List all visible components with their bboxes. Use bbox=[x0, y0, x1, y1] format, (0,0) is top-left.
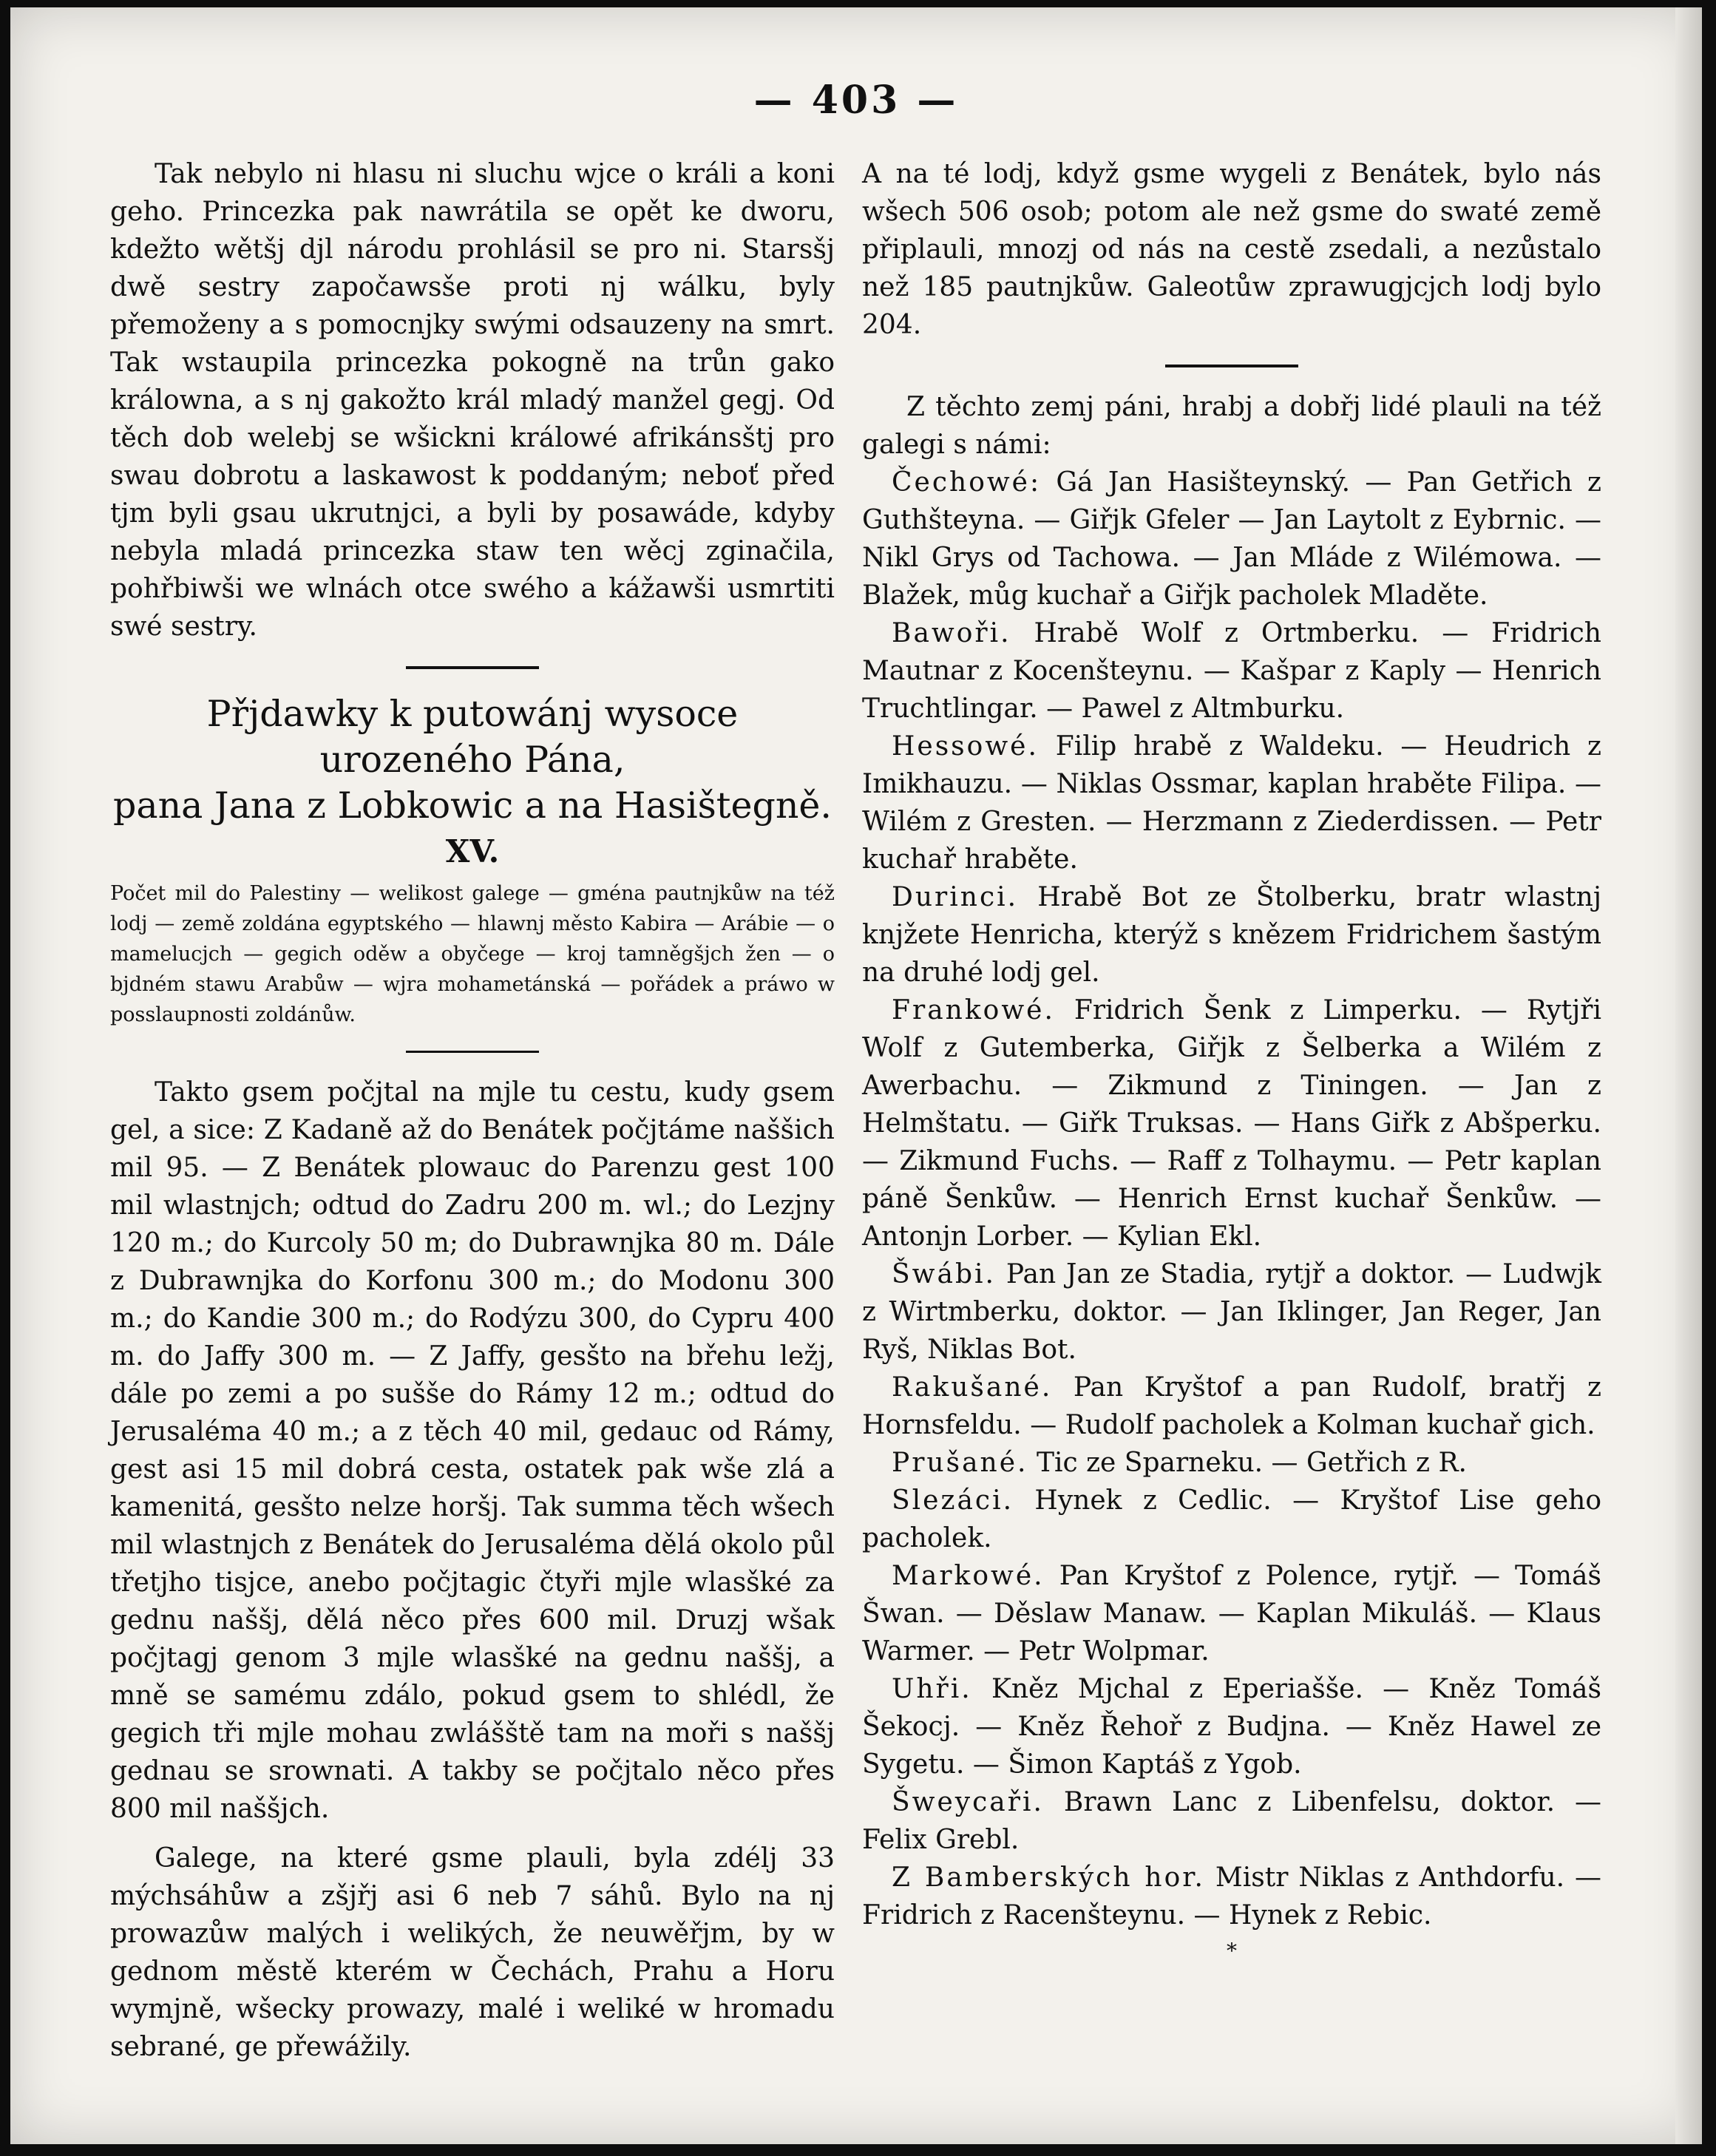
group-hessians bbox=[862, 728, 1601, 878]
left-column bbox=[110, 155, 835, 2066]
paragraph-gap bbox=[110, 1828, 835, 1840]
summary-divider bbox=[406, 1051, 539, 1053]
book-page bbox=[10, 7, 1702, 2144]
group-text: Tic ze Sparneku. — Getřich z R. bbox=[1036, 1448, 1467, 1478]
chapter-title-line-2: pana Jana z Lobkowic a na Hasištegně. bbox=[113, 784, 832, 827]
group-lead: Z Bamberských hor. bbox=[892, 1862, 1205, 1893]
group-lead: Markowé. bbox=[892, 1561, 1045, 1591]
group-lead: Rakušané. bbox=[892, 1372, 1053, 1403]
group-thuringians bbox=[862, 878, 1601, 991]
right-paragraph-1: A na té lodj, když gsme wygeli z Benátek, bylo nás wšech 506 osob; potom ale než gsme do swaté země připlauli, mnozj od nás na cestě zsedali, a nezůstalo než 185 pautnjkůw. Galeotůw zprawugjcjch lodj bylo 204. bbox=[862, 159, 1601, 340]
left-paragraph-3: Galege, na které gsme plauli, byla zdélj 33 mýchsáhůw a zšjřj asi 6 neb 7 sáhů. Bylo na nj prowazůw malých i welikých, že neuwěřjm, by w gednom městě kterém w Čechách, Prahu a Horu wymjně, wšecky prowazy, malé i weliké w hromadu sebrané, ge přewážily. bbox=[110, 1843, 835, 2062]
group-text: Gá Jan Hasišteynský. — Pan Getřich z Guthšteyna. — Giřjk Gfeler — Jan Laytolt z Eybrnic. — Nikl Grys od Tachowa. — Jan Mláde z Wilémowa. — Blažek, můg kuchař a Giřjk pacholek Mladěte. bbox=[862, 467, 1601, 611]
group-swabians bbox=[862, 1255, 1601, 1369]
pilgrim-list bbox=[862, 464, 1601, 1934]
group-text: Filip hrabě z Waldeku. — Heudrich z Imikhauzu. — Niklas Ossmar, kaplan hraběte Filipa. — Wilém z Gresten. — Herzmann z Ziederdissen. — Petr kuchař hraběte. bbox=[862, 731, 1601, 875]
group-bamberg bbox=[862, 1859, 1601, 1934]
group-lead: Šweycaři. bbox=[892, 1787, 1044, 1817]
chapter-summary: Počet mil do Palestiny — welikost galege — gména pautnjkůw na též lodj — země zoldána egyptského — hlawnj město Kabira — Arábie — o mamelucjch — gegich oděw a obyčege — kroj tamněgšjch žen — o bjdném stawu Arabůw — wjra mohametánská — pořádek a práwo w posslaupnosti zoldánůw. bbox=[110, 882, 835, 1026]
group-hungarians bbox=[862, 1670, 1601, 1783]
group-text: Kněz Mjchal z Eperiašše. — Kněz Tomáš Šekocj. — Kněz Řehoř z Budjna. — Kněz Hawel ze Sygetu. — Šimon Kaptáš z Ygob. bbox=[862, 1674, 1601, 1780]
end-mark: * bbox=[1227, 1939, 1237, 1963]
left-paragraph-2: Takto gsem počjtal na mjle tu cestu, kudy gsem gel, a sice: Z Kadaně až do Benátek počjtáme naššich mil 95. — Z Benátek plowauc do Parenzu gest 100 mil wlastnjch; odtud do Zadru 200 m. wl.; do Lezjny 120 m.; do Kurcoly 50 m; do Dubrawnjka 80 m. Dále z Dubrawnjka do Korfonu 300 m.; do Modonu 300 m.; do Kandie 300 m.; do Rodýzu 300, do Cypru 400 m. do Jaffy 300 m. — Z Jaffy, gesšto na břehu ležj, dále po zemi a po sušše do Rámy 12 m.; odtud do Jerusaléma 40 m.; a z těch 40 mil, gedauc od Rámy, gest asi 15 mil dobrá cesta, ostatek pak wše zlá a kamenitá, gesšto nelze horšj. Tak summa těch wšech mil wlastnjch z Benátek do Jerusaléma dělá okolo půl třetjho tisjce, anebo počjtagic čtyři mjle wlasšké za gednu naššj, dělá něco přes 600 mil. Druzj wšak počjtagj genom 3 mjle wlasšké na gednu naššj, a mně se samému zdálo, pokud gsem to shlédl, že gegich tři mjle mohau zwlášště tam na moři s naššj gednau se srownati. A takby se počjtalo něco přes 800 mil naššjch. bbox=[110, 1077, 835, 1824]
right-divider bbox=[1165, 365, 1298, 367]
right-column bbox=[862, 155, 1601, 1963]
section-divider bbox=[406, 666, 539, 669]
group-lead: Hessowé. bbox=[892, 731, 1039, 762]
group-prussians bbox=[862, 1444, 1601, 1482]
group-text: Hynek z Cedlic. — Kryštof Lise geho pacholek. bbox=[862, 1485, 1602, 1553]
group-swiss bbox=[862, 1783, 1601, 1859]
page-edge-shadow bbox=[1675, 7, 1702, 2144]
left-paragraph-1: Tak nebylo ni hlasu ni sluchu wjce o králi a koni geho. Princezka pak nawrátila se opět ke dworu, kdežto wětšj djl národu prohlásil se pro ni. Starsšj dwě sestry započawsše proti nj wálku, byly přemoženy a s pomocnjky swými odsauzeny na smrt. Tak wstaupila princezka pokogně na trůn gako králowna, a s nj gakožto král mladý manžel gegj. Od těch dob welebj se wšickni králowé afrikánsštj pro swau dobrotu a laskawost k poddaným; neboť před tjm byli gsau ukrutnjci, a byli by posawáde, kdyby nebyla mladá princezka staw ten wěcj zginačila, pohřbiwši we wlnách otce swého a kážawši usmrtiti swé sestry. bbox=[110, 159, 835, 642]
group-text: Brawn Lanc z Libenfelsu, doktor. — Felix Grebl. bbox=[862, 1787, 1601, 1855]
group-lead: Slezáci. bbox=[892, 1485, 1014, 1516]
group-lead: Uhři. bbox=[892, 1674, 972, 1704]
group-lead: Durinci. bbox=[892, 882, 1019, 912]
group-lead: Šwábi. bbox=[892, 1259, 996, 1289]
group-franconians bbox=[862, 991, 1601, 1255]
group-austrians bbox=[862, 1369, 1601, 1444]
group-text: Hrabě Wolf z Ortmberku. — Fridrich Mautnar z Kocenšteynu. — Kašpar z Kaply — Henrich Truchtlingar. — Pawel z Altmburku. bbox=[862, 618, 1601, 724]
chapter-numeral: XV. bbox=[445, 833, 500, 869]
group-czechs bbox=[862, 464, 1601, 614]
group-text: Pan Kryštof a pan Rudolf, bratřj z Hornsfeldu. — Rudolf pacholek a Kolman kuchař gich. bbox=[862, 1372, 1601, 1440]
group-text: Mistr Niklas z Anthdorfu. — Fridrich z Racenšteynu. — Hynek z Rebic. bbox=[862, 1862, 1602, 1930]
group-silesians bbox=[862, 1482, 1601, 1557]
group-lead: Prušané. bbox=[892, 1448, 1028, 1478]
group-brandenburgers bbox=[862, 1557, 1601, 1670]
page-number: — 403 — bbox=[753, 78, 959, 123]
chapter-title bbox=[110, 691, 835, 829]
right-paragraph-2: Z těchto zemj páni, hrabj a dobřj lidé plauli na též galegi s námi: bbox=[862, 392, 1601, 460]
group-text: Fridrich Šenk z Limperku. — Rytjři Wolf z Gutemberka, Giřjk z Šelberka a Wilém z Awerbachu. — Zikmund z Tiningen. — Jan z Helmštatu. — Giřk Truksas. — Hans Giřk z Abšperku. — Zikmund Fuchs. — Raff z Tolhaymu. — Petr kaplan páně Šenkůw. — Henrich Ernst kuchař Šenkůw. — Antonjn Lorber. — Kylian Ekl. bbox=[862, 995, 1602, 1252]
group-lead: Bawoři. bbox=[892, 618, 1011, 648]
group-text: Pan Jan ze Stadia, rytjř a doktor. — Ludwjk z Wirtmberku, doktor. — Jan Iklinger, Jan Reger, Jan Ryš, Niklas Bot. bbox=[862, 1259, 1601, 1365]
group-lead: Čechowé: bbox=[892, 467, 1042, 498]
group-bavarians bbox=[862, 614, 1601, 728]
group-text: Hrabě Bot ze Štolberku, bratr wlastnj knjžete Henricha, kterýž s knězem Fridrichem šastým na druhé lodj gel. bbox=[862, 882, 1601, 988]
group-lead: Frankowé. bbox=[892, 995, 1055, 1026]
chapter-title-line-1: Přjdawky k putowánj wysoce urozeného Pána, bbox=[206, 693, 739, 781]
group-text: Pan Kryštof z Polence, rytjř. — Tomáš Šwan. — Děslaw Manaw. — Kaplan Mikuláš. — Klaus Warmer. — Petr Wolpmar. bbox=[862, 1561, 1601, 1667]
